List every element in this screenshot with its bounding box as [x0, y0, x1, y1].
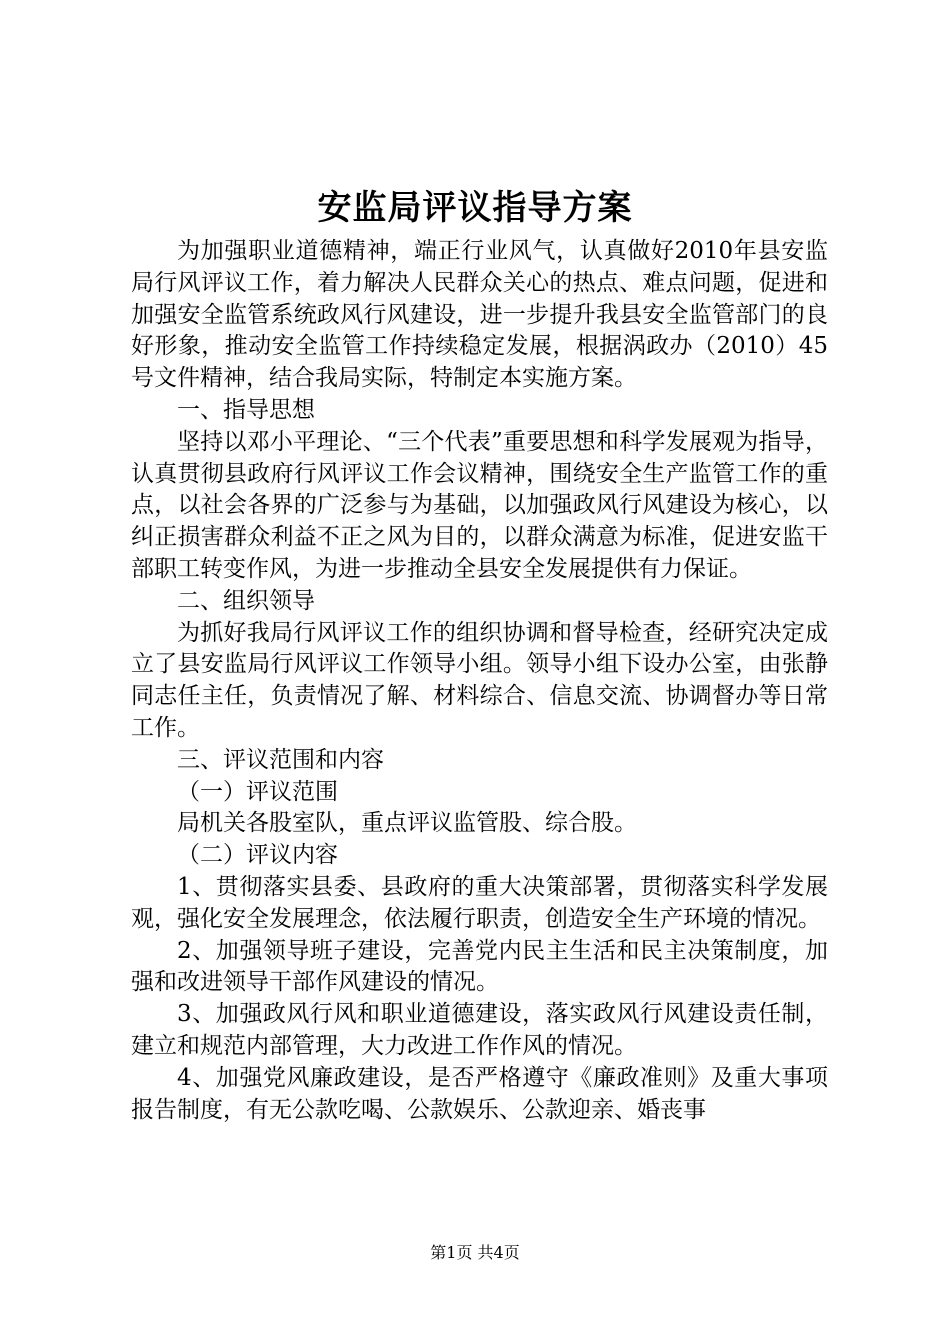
subheading-scope: （一）评议范围	[177, 778, 338, 805]
scope-paragraph: 局机关各股室队，重点评议监管股、综合股。	[177, 810, 637, 837]
section-heading-guiding-thought: 一、指导思想	[177, 396, 315, 423]
subheading-content: （二）评议内容	[177, 842, 338, 869]
document-body	[131, 236, 828, 1126]
section-heading-scope-content: 三、评议范围和内容	[177, 746, 384, 773]
organization-paragraph: 为抓好我局行风评议工作的组织协调和督导检查，经研究决定成立了县安监局行风评议工作领导小组。领导小组下设办公室，由张静同志任主任，负责情况了解、材料综合、信息交流、协调督办等日常工作。	[131, 619, 828, 741]
page-footer: 第1页 共4页	[430, 1243, 520, 1262]
document-title: 安监局评议指导方案	[317, 188, 633, 228]
intro-paragraph: 为加强职业道德精神，端正行业风气，认真做好2010年县安监局行风评议工作，着力解决人民群众关心的热点、难点问题，促进和加强安全监管系统政风行风建设，进一步提升我县安全监管部门的良好形象，推动安全监管工作持续稳定发展，根据涡政办（2010）45号文件精神，结合我局实际，特制定本实施方案。	[131, 238, 828, 392]
section-heading-organization: 二、组织领导	[177, 587, 315, 614]
content-item-4: 4、加强党风廉政建设，是否严格遵守《廉政准则》及重大事项报告制度，有无公款吃喝、公款娱乐、公款迎亲、婚丧事	[131, 1064, 828, 1123]
guiding-thought-paragraph: 坚持以邓小平理论、“三个代表”重要思想和科学发展观为指导，认真贯彻县政府行风评议工作会议精神，围绕安全生产监管工作的重点，以社会各界的广泛参与为基础，以加强政风行风建设为核心，以纠正损害群众利益不正之风为目的，以群众满意为标准，促进安监干部职工转变作风，为进一步推动全县安全发展提供有力保证。	[131, 428, 828, 582]
content-item-1: 1、贯彻落实县委、县政府的重大决策部署，贯彻落实科学发展观，强化安全发展理念，依法履行职责，创造安全生产环境的情况。	[131, 873, 828, 932]
content-item-3: 3、加强政风行风和职业道德建设，落实政风行风建设责任制，建立和规范内部管理，大力改进工作作风的情况。	[131, 1001, 828, 1059]
content-item-2: 2、加强领导班子建设，完善党内民主生活和民主决策制度，加强和改进领导干部作风建设的情况。	[131, 937, 828, 996]
